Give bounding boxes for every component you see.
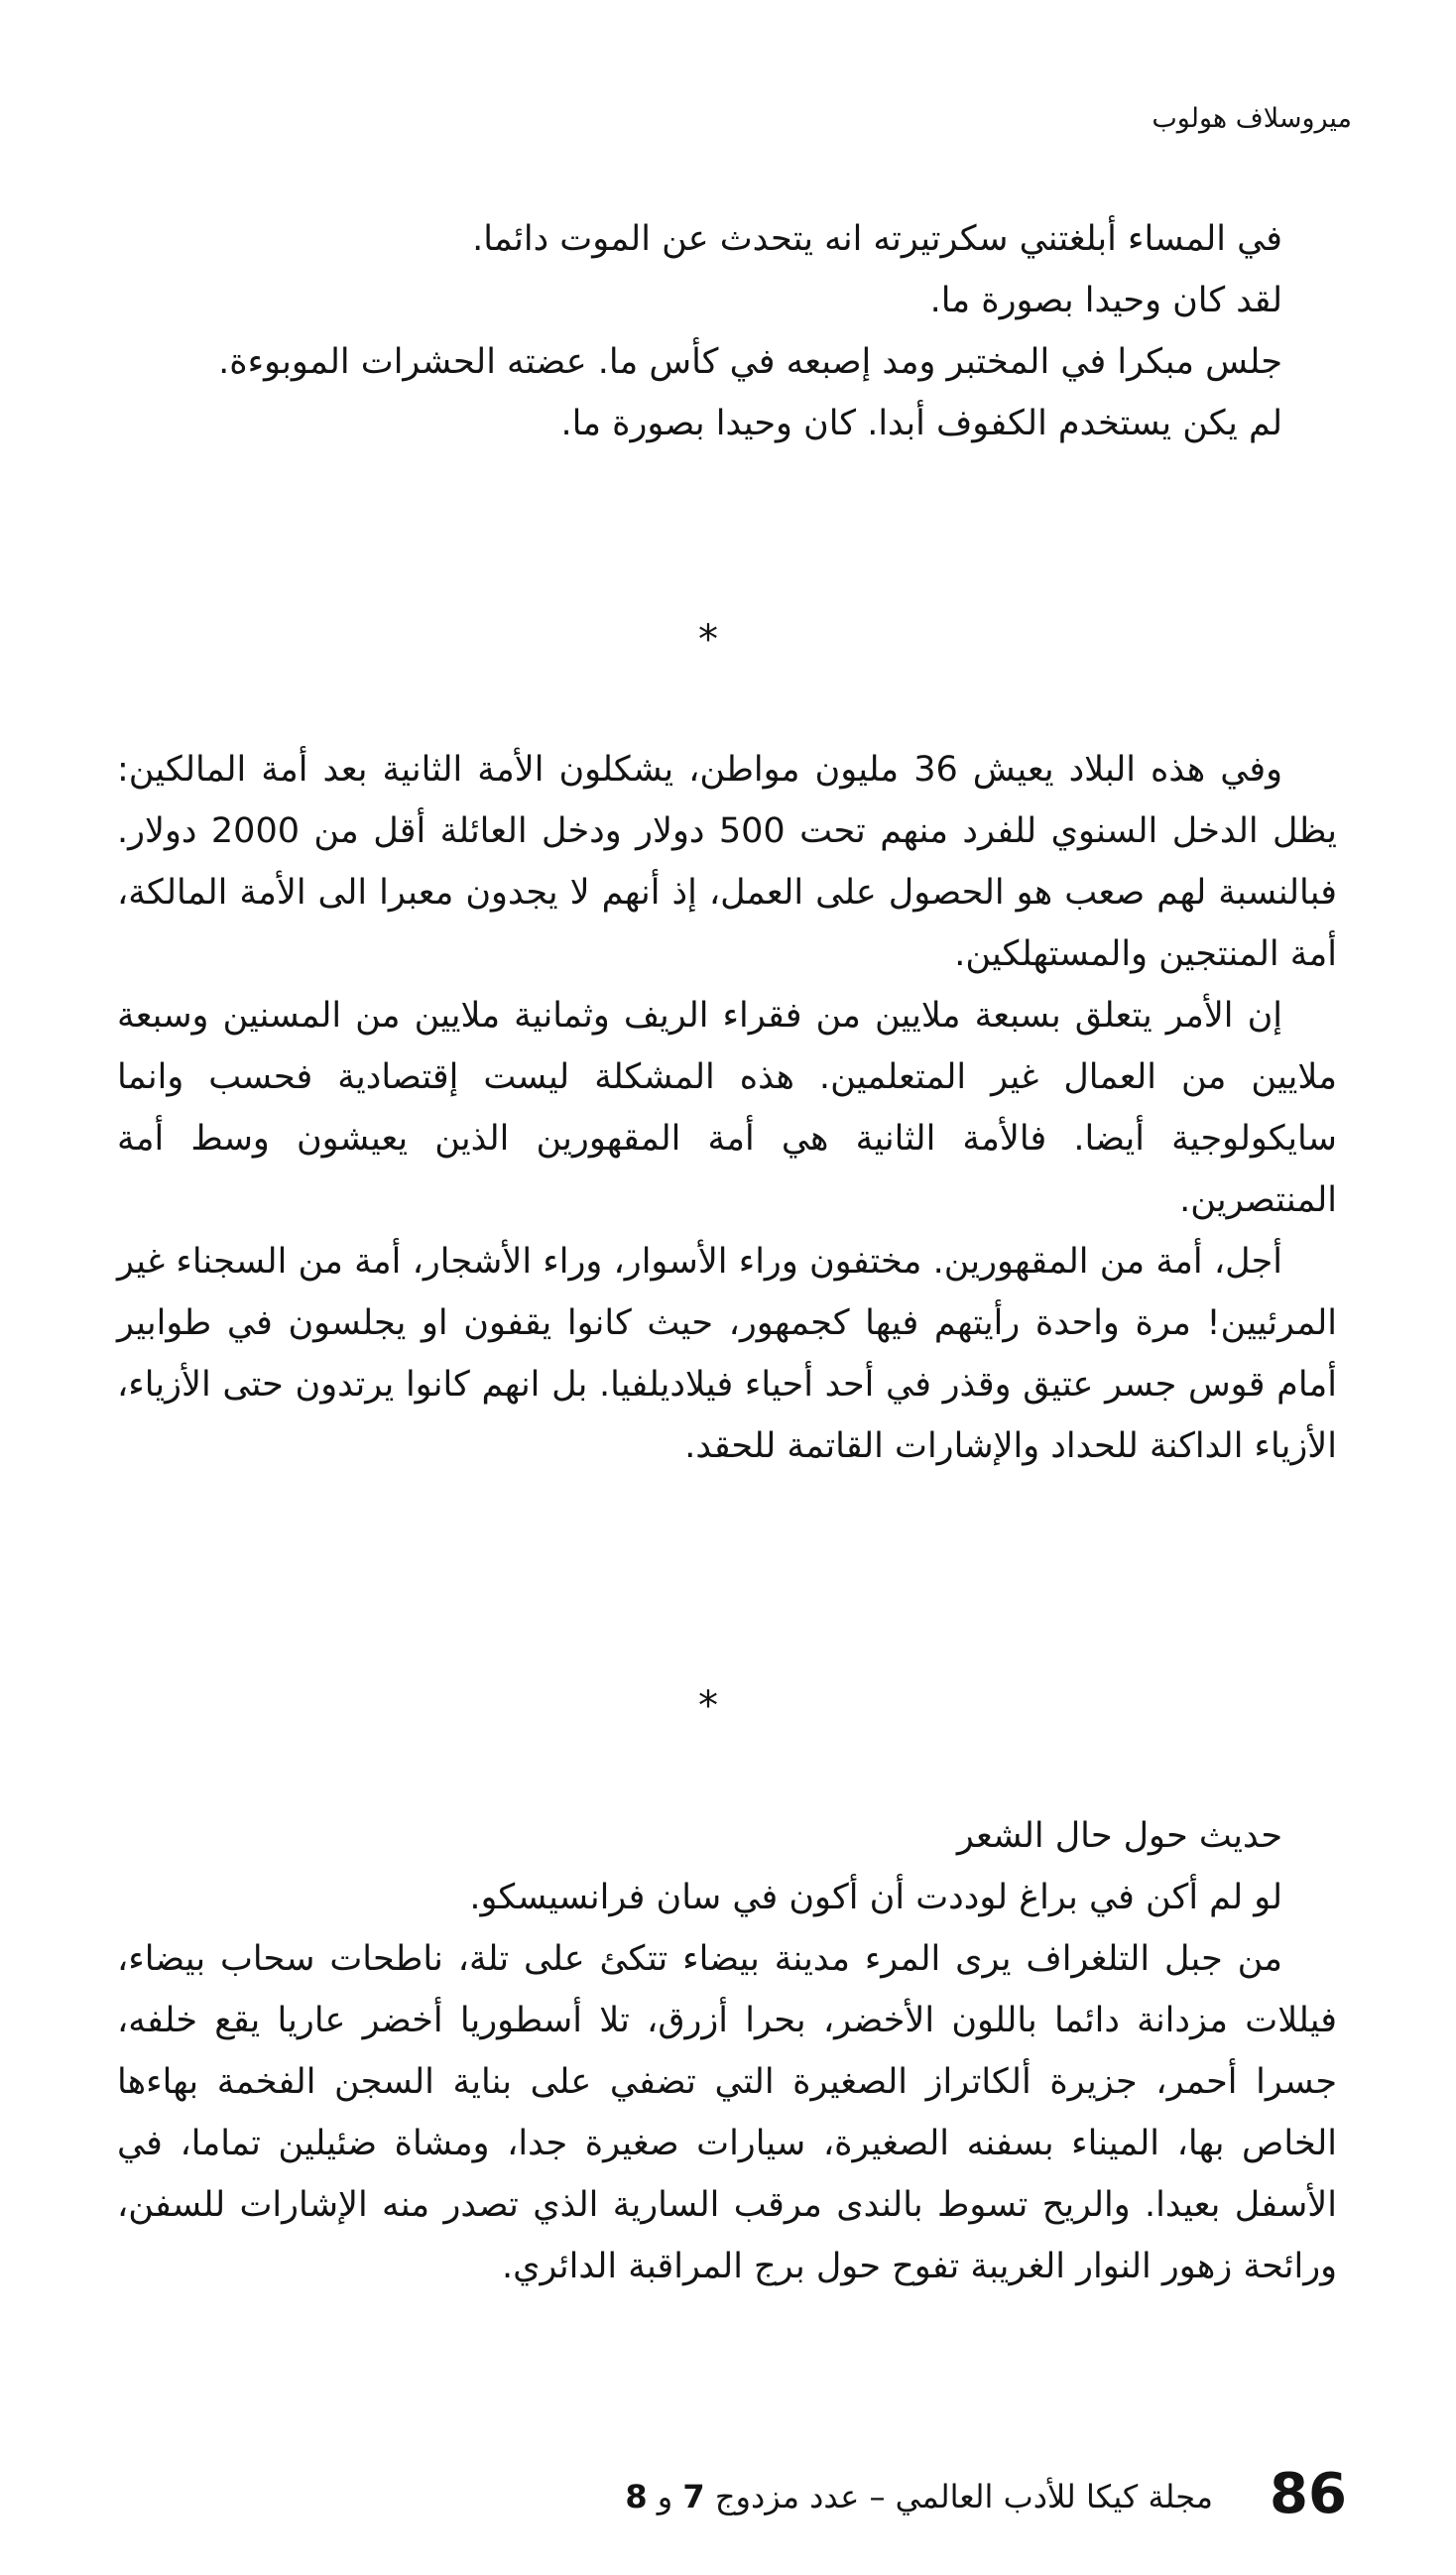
footer-journal-credit <box>625 2472 1213 2521</box>
paragraph: جلس مبكرا في المختبر ومد إصبعه في كأس ما. عضته الحشرات الموبوءة. <box>218 342 1282 382</box>
issue-number-b: 8 <box>625 2478 648 2515</box>
running-header-author: ميروسلاف هولوب <box>1152 103 1352 134</box>
issue-conjunction: و <box>657 2478 673 2515</box>
paragraph: في المساء أبلغتني سكرتيرته انه يتحدث عن الموت دائما. <box>472 219 1282 259</box>
journal-name: مجلة كيكا للأدب العالمي – عدد مزدوج <box>714 2478 1213 2515</box>
issue-number-a: 7 <box>682 2478 705 2515</box>
section-1 <box>117 208 1337 454</box>
poem-title: حديث حول حال الشعر <box>956 1816 1282 1856</box>
section-3 <box>117 1805 1337 2297</box>
paragraph: لقد كان وحيدا بصورة ما. <box>929 281 1282 320</box>
paragraph: من جبل التلغراف يرى المرء مدينة بيضاء تتكئ على تلة، ناطحات سحاب بيضاء، فيللات مزدانة دائما باللون الأخضر، بحرا أزرق، تلا أسطوريا أخضر عاريا يقع خلفه، جسرا أحمر، جزيرة ألكاتراز الصغيرة التي تضفي على بناية السجن الفخمة بهاءها الخاص بها، الميناء بسفنه الصغيرة، سيارات صغيرة جدا، ومشاة ضئيلين تماما، في الأسفل بعيدا. والريح تسوط بالندى مرقب السارية الذي تصدر منه الإشارات للسفن، ورائحة زهور النوار الغريبة تفوح حول برج المراقبة الدائري. <box>117 1939 1337 2286</box>
paragraph: لو لم أكن في براغ لوددت أن أكون في سان فرانسيسكو. <box>469 1878 1282 1917</box>
paragraph: لم يكن يستخدم الكفوف أبدا. كان وحيدا بصورة ما. <box>560 404 1282 443</box>
paragraph: أجل، أمة من المقهورين. مختفون وراء الأسوار، وراء الأشجار، أمة من السجناء غير المرئيين! مرة واحدة رأيتهم فيها كجمهور، حيث كانوا يقفون او يجلسون في طوابير أمام قوس جسر عتيق وقذر في أحد أحياء فيلاديلفيا. بل انهم كانوا يرتدون حتى الأزياء، الأزياء الداكنة للحداد والإشارات القاتمة للحقد. <box>117 1242 1337 1466</box>
page-number: 86 <box>1270 2462 1347 2526</box>
section-separator: * <box>698 617 718 663</box>
section-2 <box>117 739 1337 1477</box>
paragraph: إن الأمر يتعلق بسبعة ملايين من فقراء الريف وثمانية ملايين من المسنين وسبعة ملايين من العمال غير المتعلمين. هذه المشكلة ليست إقتصادية فحسب وانما سايكولوجية أيضا. فالأمة الثانية هي أمة المقهورين الذين يعيشون وسط أمة المنتصرين. <box>117 996 1337 1220</box>
section-separator: * <box>698 1683 718 1729</box>
paragraph: وفي هذه البلاد يعيش 36 مليون مواطن، يشكلون الأمة الثانية بعد أمة المالكين: يظل الدخل السنوي للفرد منهم تحت 500 دولار ودخل العائلة أقل من 2000 دولار. فبالنسبة لهم صعب هو الحصول على العمل، إذ أنهم لا يجدون معبرا الى الأمة المالكة، أمة المنتجين والمستهلكين. <box>117 750 1337 974</box>
